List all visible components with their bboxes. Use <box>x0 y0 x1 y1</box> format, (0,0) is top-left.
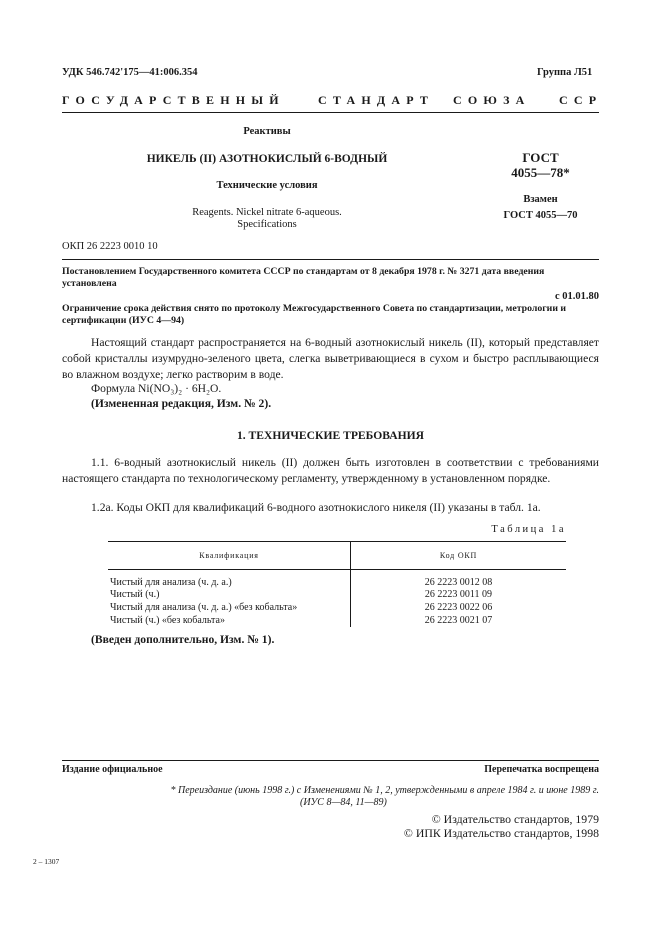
okp-cell: 26 2223 0011 09 <box>424 589 493 600</box>
document-subtitle: Технические условия <box>216 180 318 191</box>
print-code: 2 – 1307 <box>33 857 60 866</box>
table-row <box>108 570 566 589</box>
title-block-rule <box>62 259 599 260</box>
state-standard-word-1: ГОСУДАРСТВЕННЫЙ <box>62 93 285 107</box>
document-title: НИКЕЛЬ (II) АЗОТНОКИСЛЫЙ 6-ВОДНЫЙ <box>146 153 388 165</box>
formula: Ni(NO₃)₂ · 6H₂O. <box>138 382 222 395</box>
header-qualification: Квалификация <box>108 542 351 570</box>
revision-note-2: (Измененная редакция, Изм. № 2). <box>91 397 272 410</box>
okp-table <box>108 541 566 627</box>
reissue-note: * Переиздание (июнь 1998 г.) с Изменениями № 1, 2, утвержденными в апреле 1984 г. и июне 1989 г. <box>170 785 599 796</box>
formula-line <box>91 382 221 395</box>
table-row <box>108 614 566 627</box>
decree-date: с 01.01.80 <box>554 291 599 302</box>
qualification-cell: Чистый для анализа (ч. д. а.) «без кобальта» <box>108 601 351 614</box>
decree-text: Постановлением Государственного комитета СССР по стандартам от 8 декабря 1978 г. № 3271 дата введения установлена <box>62 266 545 289</box>
table-header-row <box>108 542 566 570</box>
gost-number: 4055—78* <box>511 165 570 180</box>
gost-label: ГОСТ <box>522 150 559 165</box>
section-1-heading: 1. ТЕХНИЧЕСКИЕ ТРЕБОВАНИЯ <box>236 429 425 442</box>
okp-cell: 26 2223 0012 08 <box>424 577 493 588</box>
okp-code: ОКП 26 2223 0010 10 <box>62 241 158 252</box>
reissue-ius: (ИУС 8—84, 11—89) <box>300 797 387 808</box>
okp-cell: 26 2223 0022 06 <box>424 602 493 613</box>
table-caption: Таблица 1а <box>491 524 566 535</box>
state-standard-word-2: СТАНДАРТ <box>318 93 435 107</box>
copyright-1979: © Издательство стандартов, 1979 <box>431 812 599 826</box>
english-title-line2: Specifications <box>237 219 297 230</box>
qualification-cell: Чистый для анализа (ч. д. а.) <box>108 570 351 589</box>
qualification-cell: Чистый (ч.) «без кобальта» <box>108 614 351 627</box>
state-standard-word-4: ССР <box>559 93 603 107</box>
replaces-label: Взамен <box>523 194 558 205</box>
qualification-cell: Чистый (ч.) <box>108 588 351 601</box>
footer-rule <box>62 760 599 761</box>
group-code: Группа Л51 <box>537 67 593 78</box>
added-note: (Введен дополнительно, Изм. № 1). <box>91 633 275 646</box>
okp-cell: 26 2223 0021 07 <box>424 615 493 626</box>
clause-1-1: 1.1. 6-водный азотнокислый никель (II) должен быть изготовлен в соответствии с требованиями настоящего стандарта по технологическому регламенту, утвержденному в установленном порядке. <box>62 456 599 485</box>
english-title-line1: Reagents. Nickel nitrate 6-aqueous. <box>192 207 342 218</box>
table-row <box>108 588 566 601</box>
limitation-note: Ограничение срока действия снято по протоколу Межгосударственного Совета по стандартизации, метрологии и сертификации (ИУС 4—94) <box>62 303 567 326</box>
udk-code: УДК 546.742'175—41:006.354 <box>62 67 198 78</box>
category-label: Реактивы <box>243 126 291 137</box>
replaces-value: ГОСТ 4055—70 <box>503 210 578 221</box>
state-standard-word-3: СОЮЗА <box>453 93 531 107</box>
formula-label: Формула <box>91 382 136 395</box>
official-edition: Издание официальное <box>62 764 163 775</box>
copyright-1998: © ИПК Издательство стандартов, 1998 <box>403 826 599 840</box>
header-okp-code: Код ОКП <box>351 542 567 570</box>
intro-paragraph: Настоящий стандарт распространяется на 6-водный азотнокислый никель (II), который представляет собой кристаллы изумрудно-зеленого цвета, слегка выветривающиеся в сухом и быстро расплывающиеся во влажном воздухе; легко растворим в воде. <box>62 336 599 381</box>
header-rule <box>62 112 599 113</box>
table-row <box>108 601 566 614</box>
clause-1-2a: 1.2а. Коды ОКП для квалификаций 6-водного азотнокислого никеля (II) указаны в табл. 1а. <box>91 501 541 514</box>
reprint-prohibited: Перепечатка воспрещена <box>484 764 599 775</box>
